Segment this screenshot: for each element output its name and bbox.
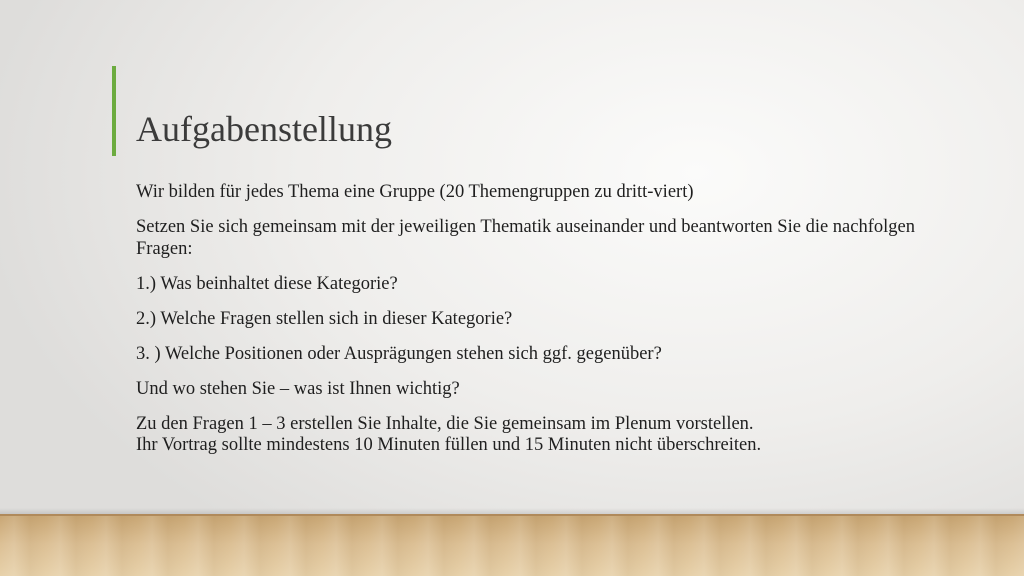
question-1: 1.) Was beinhaltet diese Kategorie? bbox=[136, 273, 398, 294]
wooden-floor bbox=[0, 514, 1024, 576]
paragraph-group-formation: Wir bilden für jedes Thema eine Gruppe (20 Themengruppen zu dritt-viert) bbox=[136, 182, 694, 202]
slide-title: Aufgabenstellung bbox=[136, 109, 392, 149]
title-accent-bar bbox=[112, 66, 116, 156]
question-2: 2.) Welche Fragen stellen sich in dieser Kategorie? bbox=[136, 308, 513, 329]
slide-body bbox=[136, 182, 936, 470]
question-3: 3. ) Welche Positionen oder Ausprägungen stehen sich ggf. gegenüber? bbox=[136, 343, 662, 364]
paragraph-duration: Ihr Vortrag sollte mindestens 10 Minuten füllen und 15 Minuten nicht überschreiten. bbox=[136, 435, 762, 455]
question-personal: Und wo stehen Sie – was ist Ihnen wichtig? bbox=[136, 378, 460, 399]
paragraph-instructions: Setzen Sie sich gemeinsam mit der jeweiligen Thematik auseinander und beantworten Sie die nachfolgen Fragen: bbox=[136, 217, 915, 259]
paragraph-presentation: Zu den Fragen 1 – 3 erstellen Sie Inhalte, die Sie gemeinsam im Plenum vorstellen. bbox=[136, 413, 754, 434]
